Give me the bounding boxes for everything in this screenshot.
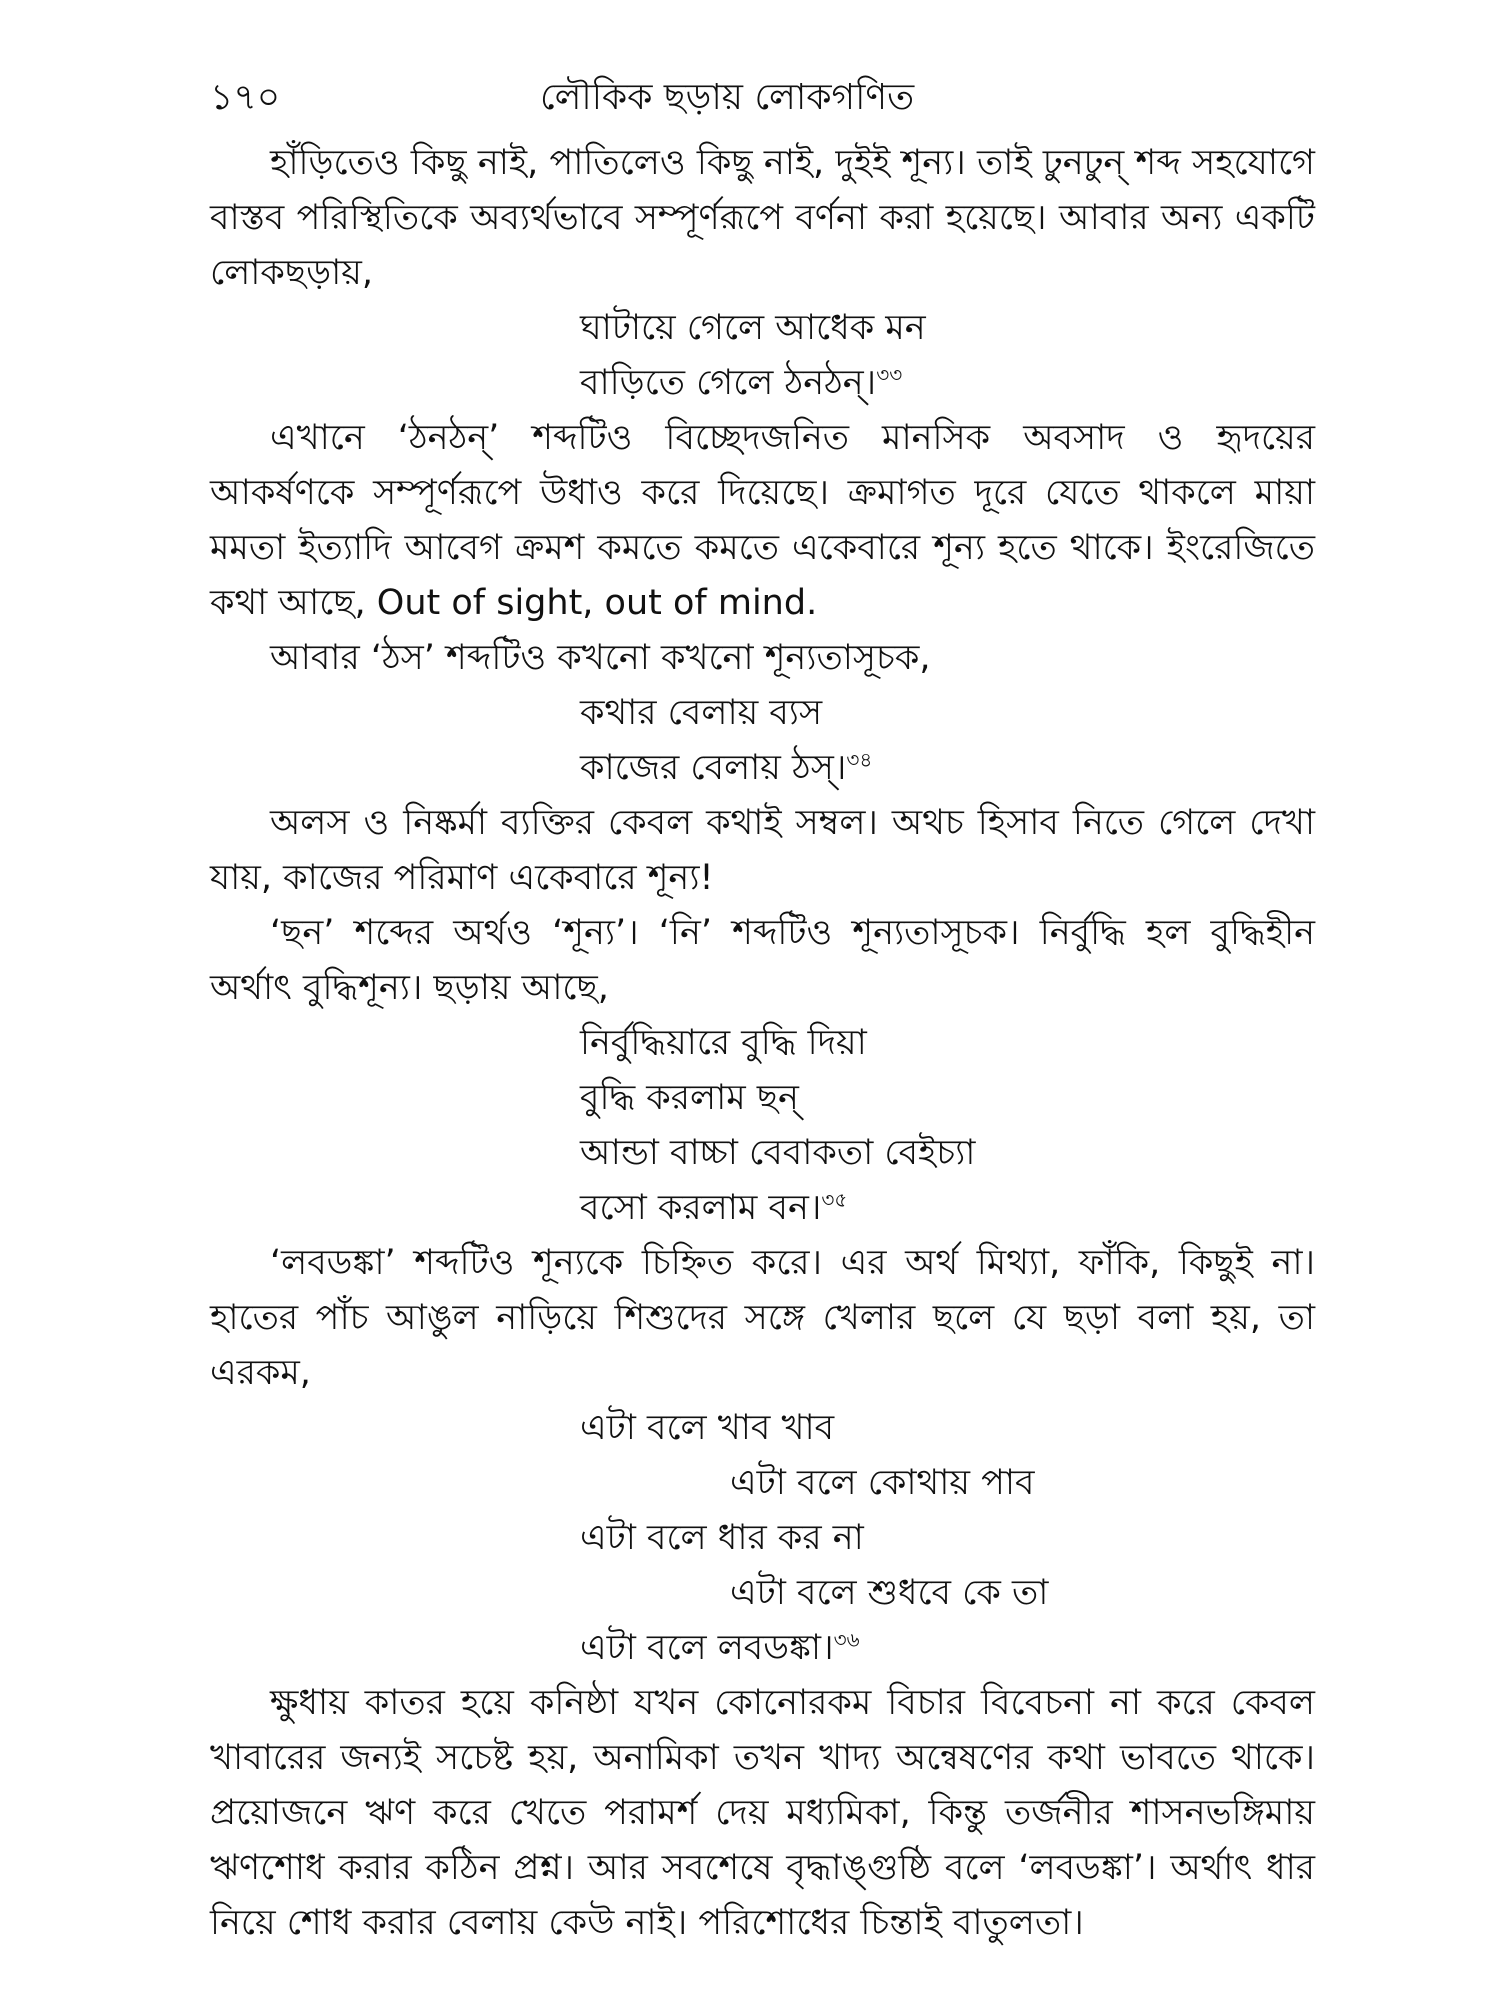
verse-block-2 (210, 686, 1315, 796)
verse-line: এটা বলে ধার কর না (580, 1518, 864, 1558)
paragraph-5: ‘ছন’ শব্দের অর্থও ‘শূন্য’। ‘নি’ শব্দটিও শূন্যতাসূচক। নির্বুদ্ধি হল বুদ্ধিহীন অর্থাৎ বুদ্ধিশূন্য। ছড়ায় আছে, (210, 913, 1315, 1008)
verse-block-1 (210, 301, 1315, 411)
footnote-marker: ৩৩ (876, 362, 903, 387)
page-number: ১৭০ (210, 77, 281, 118)
verse-line: এটা বলে কোথায় পাব (730, 1463, 1035, 1503)
footnote-marker: ৩৫ (821, 1187, 848, 1212)
verse-line: বুদ্ধি করলাম ছন্ (580, 1078, 799, 1118)
verse-line: নির্বুদ্ধিয়ারে বুদ্ধি দিয়া (580, 1023, 867, 1063)
verse-line: এটা বলে শুধবে কে তা (730, 1573, 1049, 1613)
paragraph-2: এখানে ‘ঠনঠন্’ শব্দটিও বিচ্ছেদজনিত মানসিক অবসাদ ও হৃদয়ের আকর্ষণকে সম্পূর্ণরূপে উধাও করে দিয়েছে। ক্রমাগত দূরে যেতে থাকলে মায়া মমতা ইত্যাদি আবেগ ক্রমশ কমতে কমতে একেবারে শূন্য হতে থাকে। ইংরেজিতে কথা আছে, Out of sight, out of mind. (210, 418, 1315, 623)
paragraph-6: ‘লবডঙ্কা’ শব্দটিও শূন্যকে চিহ্নিত করে। এর অর্থ মিথ্যা, ফাঁকি, কিছুই না। হাতের পাঁচ আঙুল নাড়িয়ে শিশুদের সঙ্গে খেলার ছলে যে ছড়া বলা হয়, তা এরকম, (210, 1243, 1315, 1393)
verse-line (210, 741, 1315, 796)
verse-line: এটা বলে খাব খাব (580, 1408, 835, 1448)
verse-line (210, 1181, 1315, 1236)
paragraph-4: অলস ও নিষ্কর্মা ব্যক্তির কেবল কথাই সম্বল। অথচ হিসাব নিতে গেলে দেখা যায়, কাজের পরিমাণ একেবারে শূন্য! (210, 803, 1315, 898)
verse-line: আন্ডা বাচ্চা বেবাকতা বেইচ্যা (580, 1133, 976, 1173)
footnote-marker: ৩৪ (846, 747, 873, 772)
verse-line: ঘাটায়ে গেলে আধেক মন (580, 308, 926, 348)
verse-block-3 (210, 1016, 1315, 1236)
paragraph-7: ক্ষুধায় কাতর হয়ে কনিষ্ঠা যখন কোনোরকম বিচার বিবেচনা না করে কেবল খাবারের জন্যই সচেষ্ট হয়, অনামিকা তখন খাদ্য অন্বেষণের কথা ভাবতে থাকে। প্রয়োজনে ঋণ করে খেতে পরামর্শ দেয় মধ্যমিকা, কিন্তু তর্জনীর শাসনভঙ্গিমায় ঋণশোধ করার কঠিন প্রশ্ন। আর সবশেষে বৃদ্ধাঙ্গুষ্ঠি বলে ‘লবডঙ্কা’। অর্থাৎ ধার নিয়ে শোধ করার বেলায় কেউ নাই। পরিশোধের চিন্তাই বাতুলতা। (210, 1683, 1315, 1943)
verse-line (210, 356, 1315, 411)
paragraph-1: হাঁড়িতেও কিছু নাই, পাতিলেও কিছু নাই, দুইই শূন্য। তাই ঢুনঢুন্ শব্দ সহযোগে বাস্তব পরিস্থিতিকে অব্যর্থভাবে সম্পূর্ণরূপে বর্ণনা করা হয়েছে। আবার অন্য একটি লোকছড়ায়, (210, 143, 1315, 293)
verse-line-text: বসো করলাম বন। (580, 1188, 822, 1228)
verse-line-text: কাজের বেলায় ঠস্। (580, 748, 847, 788)
book-page (210, 70, 1315, 1951)
verse-line: কথার বেলায় ব্যস (580, 693, 823, 733)
running-title: লৌকিক ছড়ায় লোকগণিত (540, 77, 915, 118)
verse-line-text: বাড়িতে গেলে ঠনঠন্। (580, 363, 877, 403)
verse-line (210, 1621, 1315, 1676)
paragraph-3: আবার ‘ঠস’ শব্দটিও কখনো কখনো শূন্যতাসূচক, (270, 638, 931, 678)
verse-block-4 (210, 1401, 1315, 1676)
footnote-marker: ৩৬ (833, 1627, 860, 1652)
verse-line-text: এটা বলে লবডঙ্কা। (580, 1628, 834, 1668)
page-header (210, 70, 1315, 136)
